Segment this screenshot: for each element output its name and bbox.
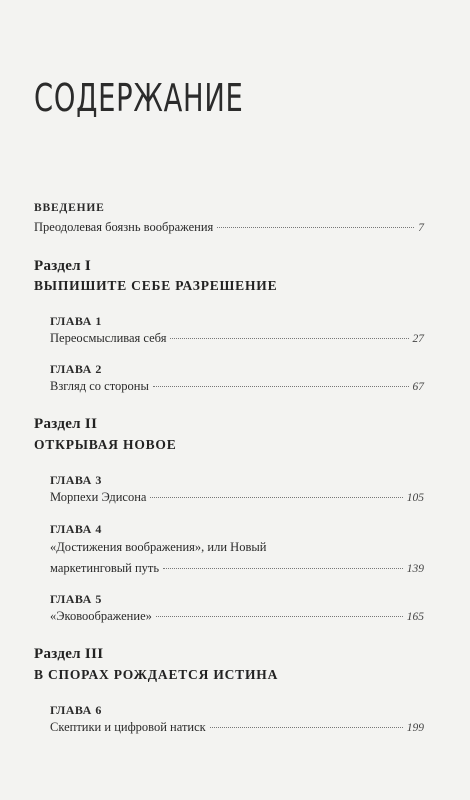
- page-title: СОДЕРЖАНИЕ: [34, 76, 244, 120]
- chapter-label: ГЛАВА 2: [50, 362, 102, 376]
- leader-dots: [217, 227, 414, 228]
- entry-text: Преодолевая боязнь воображения: [34, 220, 214, 234]
- leader-dots: [170, 338, 408, 339]
- chapter-entry[interactable]: [50, 331, 424, 346]
- intro-entry[interactable]: [34, 220, 424, 235]
- part-title: ОТКРЫВАЯ НОВОЕ: [34, 437, 177, 452]
- chapter-label: ГЛАВА 1: [50, 314, 102, 328]
- chapter-label: ГЛАВА 4: [50, 522, 102, 536]
- entry-text: Морпехи Эдисона: [50, 490, 147, 504]
- page-number: 67: [412, 381, 424, 393]
- entry-text: Взгляд со стороны: [50, 379, 149, 393]
- chapter-entry[interactable]: [50, 379, 424, 394]
- chapter-label: ГЛАВА 5: [50, 592, 102, 606]
- leader-dots: [153, 386, 409, 387]
- page-number: 199: [406, 722, 424, 734]
- entry-text: Скептики и цифровой натиск: [50, 720, 206, 734]
- entry-text: Переосмысливая себя: [50, 331, 167, 345]
- page-number: 165: [406, 611, 424, 623]
- page-number: 105: [406, 492, 424, 504]
- part-label: Раздел I: [34, 258, 92, 274]
- chapter-label: ГЛАВА 6: [50, 703, 102, 717]
- part-title: В СПОРАХ РОЖДАЕТСЯ ИСТИНА: [34, 667, 279, 682]
- entry-text-line1: «Достижения воображения», или Новый: [50, 540, 267, 554]
- chapter-entry[interactable]: [50, 720, 424, 735]
- part-label: Раздел III: [34, 646, 104, 662]
- chapter-entry[interactable]: [50, 561, 424, 576]
- chapter-entry[interactable]: [50, 490, 424, 505]
- leader-dots: [156, 616, 403, 617]
- leader-dots: [163, 568, 403, 569]
- leader-dots: [150, 497, 402, 498]
- entry-text: маркетинговый путь: [50, 561, 160, 575]
- page-number: 7: [418, 222, 424, 234]
- chapter-entry[interactable]: [50, 609, 424, 624]
- leader-dots: [210, 727, 403, 728]
- entry-text: «Эковоображение»: [50, 609, 152, 623]
- intro-label: ВВЕДЕНИЕ: [34, 202, 105, 214]
- part-label: Раздел II: [34, 416, 98, 432]
- chapter-label: ГЛАВА 3: [50, 473, 102, 487]
- page-number: 27: [412, 333, 424, 345]
- page-number: 139: [406, 563, 424, 575]
- part-title: ВЫПИШИТЕ СЕБЕ РАЗРЕШЕНИЕ: [34, 278, 278, 293]
